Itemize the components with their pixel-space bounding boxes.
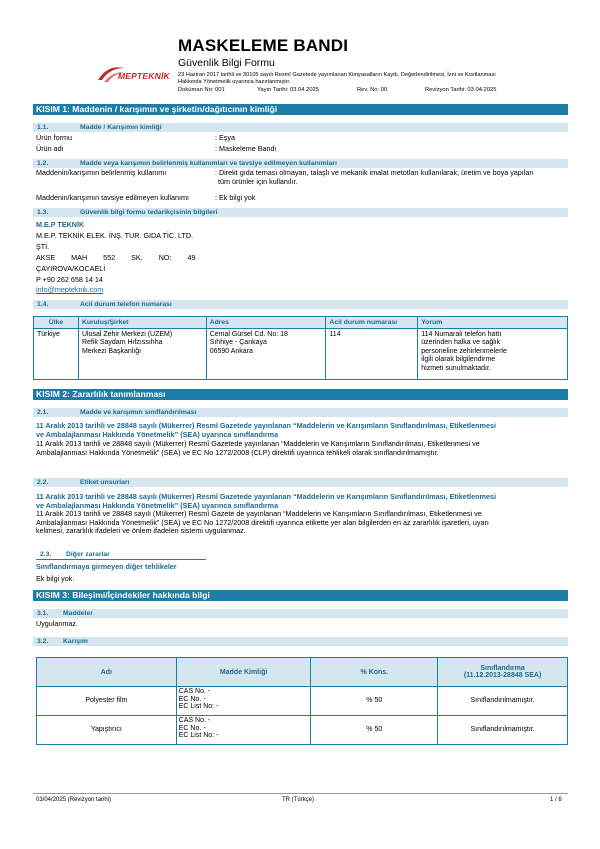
not-recommended-value: : Ek bilgi yok xyxy=(215,193,256,202)
header-line: (11.12.2013-28848 SEA) xyxy=(463,672,542,679)
subsection-label: Madde / Karışımın kimliği xyxy=(80,124,162,131)
subsection-number: 1.1. xyxy=(37,124,49,131)
company-name-line: M.E.P. TEKNİK ELEK. İNŞ. TUR. GIDA TİC. LTD. xyxy=(36,231,194,240)
subsection-number: 2.3. xyxy=(40,551,52,558)
footer-divider xyxy=(33,793,568,794)
footer-revision-date: 03/04/2025 (Revizyon tarihi) xyxy=(36,797,112,803)
column-header: Adı xyxy=(37,658,177,687)
subsection-1-3 xyxy=(33,208,568,217)
label-elements-heading xyxy=(36,493,571,510)
cell-line: Merkezi Başkanlığı xyxy=(81,347,142,355)
cell-line: Ulusal Zehir Merkezi (UZEM) xyxy=(81,331,173,338)
document-title: MASKELEME BANDI xyxy=(178,36,349,55)
uses-value xyxy=(215,169,575,186)
section-2-header: KISIM 2: Zararlılık tanımlanması xyxy=(33,389,568,400)
uses-value-line: tüm ürünler için kullanılır. xyxy=(218,176,298,186)
column-header: Yorum xyxy=(418,317,568,329)
cell-line: Refik Saydam Hıfzıssıhha xyxy=(81,339,163,347)
subsection-number: 1.2. xyxy=(37,160,49,167)
other-hazards-heading: Sınıflandırmaya girmeyen diğer tehlikeler xyxy=(36,562,177,571)
text-line: Ambalajlanması Hakkında Yönetmelik” (SEA) ve EC No 1272/2008 direktifi uyarınca etikette yer alan bilgilerden en az zararlılık işaretleri, uyarı xyxy=(36,517,489,527)
mixture-table xyxy=(36,657,568,745)
subsection-label: Etiket unsurları xyxy=(80,479,130,486)
section-1-header: KISIM 1: Maddenin / karışımın ve şirketin/dağıtıcının kimliği xyxy=(33,104,568,115)
emergency-number-cell: 114 xyxy=(326,329,418,380)
company-logo xyxy=(96,62,184,88)
company-name-line: ŞTİ. xyxy=(36,242,50,251)
column-header: Ülke xyxy=(34,317,79,329)
company-short-name: M.E.P TEKNİK xyxy=(36,220,85,229)
table-header-row xyxy=(37,658,568,687)
cell-line: Cemal Gürsel Cd. No: 18 xyxy=(209,331,288,338)
uses-label: Maddenin/karışımın belirlenmiş kullanımı xyxy=(36,168,167,177)
column-header: Madde Kimliği xyxy=(176,658,311,687)
classification: Sınıflandırılmamıştır. xyxy=(438,687,568,716)
column-header: Acil durum numarası xyxy=(326,317,418,329)
column-header: Kuruluş/Şirket xyxy=(78,317,206,329)
logo-text: MEPTEKNİK xyxy=(118,71,170,81)
concentration: % 50 xyxy=(311,716,438,745)
document-subtitle: Güvenlik Bilgi Formu xyxy=(178,57,275,69)
ingredient-id xyxy=(176,716,311,745)
other-hazards-text: Ek bilgi yok. xyxy=(36,574,75,583)
classification-heading xyxy=(36,422,571,439)
heading-line: 11 Aralık 2013 tarihli ve 28848 sayılı (Mükerrer) Resmî Gazetede yayınlanan “Maddelerin ve Karışımların Sınıflandırılması, Etiketlenmesi xyxy=(36,492,496,501)
ingredient-name: Yapıştırıcı xyxy=(37,716,177,745)
section-3-header: KISIM 3: Bileşimi/İçindekiler hakkında bilgi xyxy=(33,590,568,601)
product-form-value: : Eşya xyxy=(215,133,235,142)
subsection-number: 2.2. xyxy=(37,479,49,486)
uses-value-line: : Direkt gıda teması olmayan, talaşlı ve mekanik imalat metotları kullanılarak, üretim ve boya yapılan xyxy=(215,168,534,177)
subsection-number: 3.1. xyxy=(37,610,49,617)
subsection-underline xyxy=(36,559,206,560)
ingredient-id xyxy=(176,687,311,716)
id-line: CAS No. - xyxy=(178,717,211,724)
subsection-1-4 xyxy=(33,300,568,309)
cell-line: Sıhhiye - Çankaya xyxy=(209,339,267,347)
product-name-value: : Maskeleme Bandı xyxy=(215,144,277,153)
cell-line: personeline zehirlenmelerle xyxy=(421,347,507,355)
subsection-label: Güvenlik bilgi formu tedarikçisinin bilgileri xyxy=(80,209,218,216)
subsection-label: Madde veya karışımın belirlenmiş kullanımları ve tavsiye edilmeyen kullanımları xyxy=(80,160,337,167)
address-line: ÇAYIROVA/KOCAELİ xyxy=(36,264,106,273)
product-name-label: Ürün adı xyxy=(36,144,64,153)
revision-number: Rev. No: 00 xyxy=(357,87,388,93)
heading-line: 11 Aralık 2013 tarihli ve 28848 sayılı (Mükerrer) Resmî Gazetede yayınlanan “Maddelerin ve Karışımların Sınıflandırılması, Etiketlenmesi xyxy=(36,421,496,430)
subsection-2-1 xyxy=(33,408,568,417)
footer-language: TR (Türkçe) xyxy=(282,797,314,803)
classification-text xyxy=(36,440,571,457)
not-recommended-label: Maddenin/karışımın tavsiye edilmeyen kullanımı xyxy=(36,193,190,202)
heading-line: ve Ambalajlanması Hakkında Yönetmelik” (SEA) uyarınca sınıflandırma xyxy=(36,429,279,439)
revision-date: Revizyon Tarihi: 03.04.2025 xyxy=(425,87,497,93)
heading-line: ve Ambalajlanması Hakkında Yönetmelik” (SEA) uyarınca sınıflandırma xyxy=(36,500,279,510)
footer-page-number: 1 / 6 xyxy=(550,797,562,803)
country-cell: Türkiye xyxy=(34,329,79,380)
label-elements-text xyxy=(36,510,568,536)
table-row xyxy=(37,716,568,745)
id-line: EC No. - xyxy=(178,695,206,703)
email-link[interactable]: info@mepteknik.com xyxy=(36,285,104,294)
subsection-2-3 xyxy=(36,550,206,559)
subsection-3-2 xyxy=(33,637,568,646)
id-line: EC No. - xyxy=(178,724,206,732)
subsection-number: 3.2. xyxy=(37,638,49,645)
comment-cell xyxy=(418,329,568,380)
product-form-label: Ürün formu xyxy=(36,133,72,142)
cell-line: üzerinden halka ve sağlık xyxy=(421,339,501,347)
subsection-1-2 xyxy=(33,159,568,168)
address-line: AKSE MAH 552 SK. NO: 49 xyxy=(36,253,196,262)
subsection-number: 2.1. xyxy=(37,409,49,416)
subsection-number: 1.4. xyxy=(37,301,49,308)
subsection-label: Madde ve karışımın sınıflandırılması xyxy=(80,409,197,416)
subsection-label: Acil durum telefon numarası xyxy=(80,301,172,308)
subsection-label: Maddeler xyxy=(63,610,93,617)
substances-text: Uygulanmaz. xyxy=(36,619,78,628)
classification: Sınıflandırılmamıştır. xyxy=(438,716,568,745)
text-line: 11 Aralık 2013 tarihli ve 28848 sayılı (Mükerrer) Resmî Gazetede yayınlanan “Maddelerin ve Karışımların Sınıflandırılması, Etiketlenmesi ve xyxy=(36,439,480,448)
cell-line: ilgili olarak bilgilendirme xyxy=(421,356,496,364)
text-line: Ambalajlanması Hakkında Yönetmelik” (SEA) ve EC No 1272/2008 (CLP) direktifi uyarınca tehlikeli olarak sınıflandırılmamıştır. xyxy=(36,447,439,457)
column-header: % Kons. xyxy=(311,658,438,687)
cell-line: 114 Numaralı telefon hattı xyxy=(421,331,502,338)
text-line: 11 Aralık 2013 tarihli ve 28848 sayılı (Mükerrer) Resmî Gazete de yayınlanan “Maddelerin ve Karışımların Sınıflandırılması, Etiketlenmesi ve xyxy=(36,509,482,518)
subsection-2-2 xyxy=(33,478,568,487)
id-line: EC List No: - xyxy=(178,732,219,740)
text-line: kelimesi, zararlılık ifadeleri ve önlem ifadeleri sistemi uygulanmaz. xyxy=(36,526,246,536)
subsection-label: Diğer zararlar xyxy=(66,551,110,558)
header-line: Sınıflandırma xyxy=(480,665,525,672)
organization-cell xyxy=(78,329,206,380)
cell-line: hizmeti sunulmaktadır. xyxy=(421,364,491,372)
emergency-table xyxy=(33,316,568,380)
table-row xyxy=(37,687,568,716)
regulation-note: 23 Haziran 2017 tarihli ve 30105 sayılı Resmî Gazetede yayımlanan Kimyasalların Kaydı, Değerlendirilmesi, İzni ve Kısıtlanması Hakkında Yönetmelik uyarınca hazırlanmıştır. xyxy=(178,72,496,85)
subsection-label: Karışım xyxy=(63,638,88,645)
ingredient-name: Polyester film xyxy=(37,687,177,716)
subsection-3-1 xyxy=(33,609,568,618)
id-line: CAS No. - xyxy=(178,688,211,695)
id-line: EC List No: - xyxy=(178,703,219,711)
doc-number: Doküman No: 001 xyxy=(178,87,225,93)
subsection-number: 1.3. xyxy=(37,209,49,216)
cell-line: 06590 Ankara xyxy=(209,347,253,355)
concentration: % 50 xyxy=(311,687,438,716)
publish-date: Yayın Tarihi: 03.04.2025 xyxy=(257,87,319,93)
subsection-1-1 xyxy=(33,123,568,132)
phone-number: P +90 262 658 14 14 xyxy=(36,275,103,284)
address-cell xyxy=(206,329,326,380)
table-row xyxy=(34,329,568,380)
table-header-row xyxy=(34,317,568,329)
column-header: Adres xyxy=(206,317,326,329)
column-header xyxy=(438,658,568,687)
